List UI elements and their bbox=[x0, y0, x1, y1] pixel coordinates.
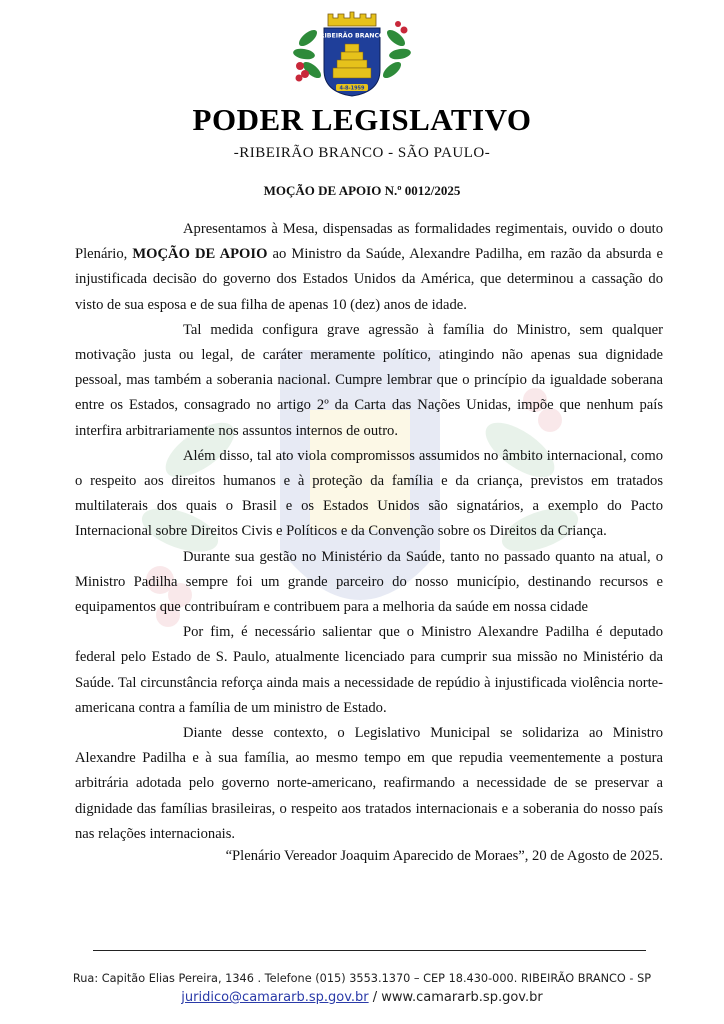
footer-divider bbox=[93, 950, 646, 951]
closing-line: “Plenário Vereador Joaquim Aparecido de Moraes”, 20 de Agosto de 2025. bbox=[225, 848, 663, 864]
paragraph-3: Além disso, tal ato viola compromissos assumidos no âmbito internacional, como o respeito aos direitos humanos e à proteção da família e da criança, previstos em tratados multilaterais dos quais o Brasil e os Estados Unidos são signatários, a exemplo do Pacto Internacional sobre Direitos Civis e Políticos e da Convenção sobre os Direitos da Criança. bbox=[75, 447, 663, 540]
website-text: www.camararb.sp.gov.br bbox=[381, 990, 543, 1005]
paragraph-5: Por fim, é necessário salientar que o Ministro Alexandre Padilha é deputado federal pelo Estado de S. Paulo, atualmente licenciado para cumprir sua missão no Ministério da Saúde. Tal circunstância reforça ainda mais a necessidade de repúdio à injustificada violência norte-americana contra a família de um ministro de Estado. bbox=[75, 624, 663, 716]
svg-text:4-8-1959: 4-8-1959 bbox=[339, 85, 365, 92]
paragraph-6: Diante desse contexto, o Legislativo Municipal se solidariza ao Ministro Alexandre Padilha e à sua família, ao mesmo tempo em que repudia veementemente a postura arbitrária adotada pelo governo norte-americano, reafirmando a necessidade de se preservar a dignidade das famílias brasileiras, o respeito aos tratados internacionais e a soberania do nosso país nas relações internacionais. bbox=[75, 725, 663, 842]
header-title: PODER LEGISLATIVO bbox=[192, 102, 532, 137]
paragraph-1 bbox=[75, 217, 663, 318]
document-body bbox=[75, 217, 663, 847]
footer-separator: / bbox=[372, 990, 378, 1005]
paragraph-2: Tal medida configura grave agressão à família do Ministro, sem qualquer motivação justa ou legal, de caráter meramente político, atingindo não apenas sua dignidade pessoal, mas também a soberania nacional. Cumpre lembrar que o princípio da igualdade soberana entre os Estados, consagrado no artigo 2º da Carta das Nações Unidas, impõe que nenhum país interfira arbitrariamente nos assuntos internos de outro. bbox=[75, 321, 663, 439]
paragraph-1-bold: MOÇÃO DE APOIO bbox=[132, 246, 268, 263]
svg-text:RIBEIRÃO BRANCO: RIBEIRÃO BRANCO bbox=[319, 32, 385, 40]
footer-address: Rua: Capitão Elias Pereira, 1346 . Telefone (015) 3553.1370 – CEP 18.430-000. RIBEIRÃO BRANCO - SP bbox=[72, 972, 652, 985]
header-subtitle: -RIBEIRÃO BRANCO - SÃO PAULO- bbox=[233, 145, 491, 161]
paragraph-1-start: Apresentamos à Mesa, dispensadas as formalidades regimentais, ouvido o douto Plenário, bbox=[75, 221, 663, 263]
document-title: MOÇÃO DE APOIO N.º 0012/2025 bbox=[263, 183, 461, 198]
coat-of-arms-image bbox=[290, 8, 414, 100]
paragraph-4: Durante sua gestão no Ministério da Saúde, tanto no passado quanto na atual, o Ministro Padilha sempre foi um grande parceiro do nosso município, destinando recursos e equipamentos que contribuíram e contribuem para a melhoria da saúde em nossa cidade bbox=[75, 548, 663, 616]
footer-contacts bbox=[0, 990, 724, 1005]
paragraph-1-end: ao Ministro da Saúde, Alexandre Padilha, em razão da absurda e injustificada decisão do governo dos Estados Unidos da América, que determinou a cassação do visto de sua esposa e de sua filha de apenas 10 (dez) anos de idade. bbox=[75, 246, 663, 313]
email-link[interactable]: juridico@camararb.sp.gov.br bbox=[181, 990, 369, 1005]
